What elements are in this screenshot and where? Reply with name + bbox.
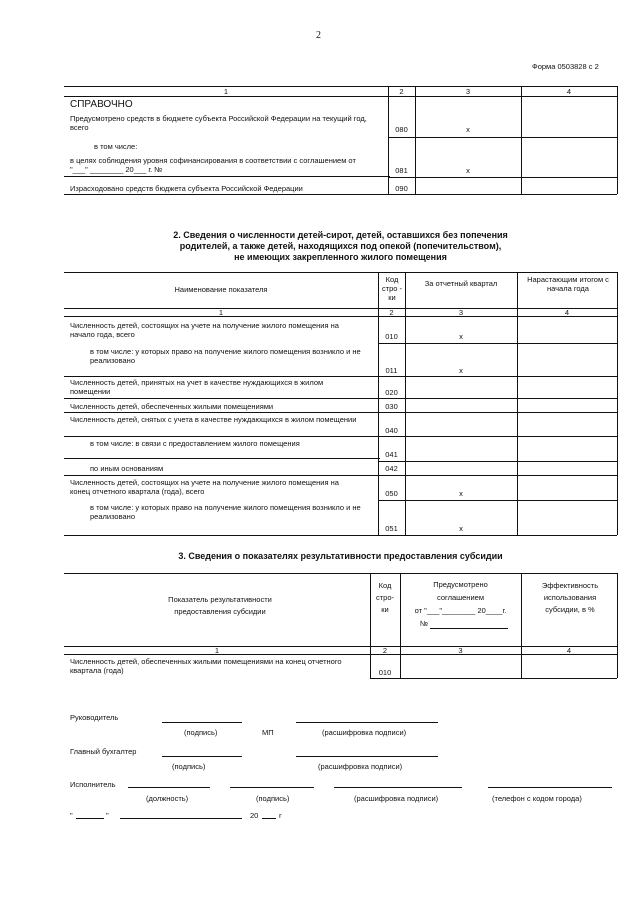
t2-col-3: 3: [458, 308, 464, 317]
position-caption: (должность): [146, 794, 189, 803]
chief-decoding-caption: (расшифровка подписи): [318, 762, 403, 771]
t2-col-1: 1: [218, 308, 224, 317]
t2-row-030-label: Численность детей, обеспеченных жилыми помещениями: [70, 402, 274, 411]
t2-col-2: 2: [389, 308, 394, 317]
chief-accountant-label: Главный бухгалтер: [70, 747, 137, 756]
t2-row-020-code: 020: [385, 388, 398, 397]
t2-row-010-code: 010: [385, 332, 398, 341]
chief-signature-caption: (подпись): [172, 762, 206, 771]
date-g: г: [279, 811, 282, 820]
head-decoding-caption: (расшифровка подписи): [322, 728, 407, 737]
t3-header-planned-2: соглашением: [437, 593, 484, 602]
t1-row-081-mark: x: [466, 166, 470, 175]
t2-row-051-label: в том числе: у которых право на получение жилого помещения возникло и не реализовано: [90, 503, 361, 521]
t2-row-050-mark: x: [459, 489, 463, 498]
executor-label: Исполнитель: [70, 780, 116, 789]
t2-row-010-mark: x: [459, 332, 463, 341]
form-label: Форма 0503828 с 2: [532, 62, 599, 71]
t3-header-planned-4: №: [420, 619, 429, 628]
t1-row-080-label: Предусмотрено средств в бюджете субъекта Российской Федерации на текущий год, всего: [70, 114, 367, 132]
section3-title: 3. Сведения о показателях результативности предоставления субсидии: [178, 551, 503, 561]
t1-row-081-label: в целях соблюдения уровня софинансирования в соответствии с соглашением от "___" ________ 20___ г. №: [70, 156, 356, 174]
t2-row-050-label: Численность детей, состоящих на учете на получение жилого помещения на конец отчетного квартала (года), всего: [70, 478, 339, 496]
t1-row-080-code: 080: [395, 125, 408, 134]
executor-signature-caption: (подпись): [256, 794, 290, 803]
t3-header-code: Код стро- ки: [375, 581, 395, 614]
mp-label: МП: [262, 728, 274, 737]
t1-row-090-code: 090: [395, 184, 408, 193]
t3-row-010-label: Численность детей, обеспеченных жилыми помещениями на конец отчетного квартала (года): [70, 657, 342, 675]
t1-col-3: 3: [465, 87, 471, 96]
date-quote-open: ": [70, 811, 73, 820]
t2-row-030-code: 030: [385, 402, 398, 411]
reference-heading: СПРАВОЧНО: [70, 99, 133, 110]
t2-row-010-label: Численность детей, состоящих на учете на получение жилого помещения на начало года, всего: [70, 321, 339, 339]
t2-row-051-mark: x: [459, 524, 463, 533]
t2-header-code: Код стро - ки: [381, 275, 403, 302]
t1-row-090-label: Израсходовано средств бюджета субъекта Российской Федерации: [70, 184, 303, 193]
t2-header-cumulative: Нарастающим итогом с начала года: [527, 275, 609, 293]
t3-row-010-code: 010: [378, 668, 392, 677]
t2-row-050-code: 050: [385, 489, 398, 498]
section2-title-3: не имеющих закрепленного жилого помещения: [234, 252, 447, 262]
t2-row-040-label: Численность детей, снятых с учета в качестве нуждающихся в жилом помещении: [70, 415, 357, 424]
t3-header-planned-3: от "___"________ 20____г.: [414, 606, 507, 615]
t2-row-040-code: 040: [385, 426, 398, 435]
date-year: 20: [250, 811, 259, 820]
t1-col-2: 2: [399, 87, 404, 96]
executor-decoding-caption: (расшифровка подписи): [354, 794, 439, 803]
head-signature-caption: (подпись): [184, 728, 218, 737]
t2-header-name: Наименование показателя: [174, 285, 268, 294]
t3-header-planned-1: Предусмотрено: [433, 580, 488, 589]
t3-col-3: 3: [458, 646, 463, 655]
t2-col-4: 4: [564, 308, 570, 317]
t2-row-051-code: 051: [385, 524, 398, 533]
t2-row-041-code: 041: [385, 450, 398, 459]
t2-row-042-code: 042: [385, 464, 398, 473]
t1-row-081-code: 081: [395, 166, 408, 175]
t1-col-4: 4: [566, 87, 572, 96]
t1-in-that-number: в том числе:: [94, 142, 138, 151]
t2-row-042-label: по иным основаниям: [90, 464, 164, 473]
t2-row-011-label: в том числе: у которых право на получение жилого помещения возникло и не реализовано: [90, 347, 361, 365]
t2-row-011-code: 011: [385, 366, 398, 375]
t3-col-4: 4: [566, 646, 572, 655]
page-number: 2: [316, 30, 321, 41]
t3-header-indicator: Показатель результативности предоставления субсидии: [168, 595, 272, 616]
phone-caption: (телефон с кодом города): [492, 794, 582, 803]
section2-title-1: 2. Сведения о численности детей-сирот, детей, оставшихся без попечения: [173, 230, 508, 240]
t2-header-period: За отчетный квартал: [424, 279, 498, 288]
section2-title-2: родителей, а также детей, находящихся под опекой (попечительством),: [179, 241, 502, 251]
t3-col-1: 1: [214, 646, 220, 655]
t2-row-020-label: Численность детей, принятых на учет в качестве нуждающихся в жилом помещении: [70, 378, 324, 396]
t1-col-1: 1: [223, 87, 229, 96]
t1-row-080-mark: x: [466, 125, 470, 134]
head-label: Руководитель: [70, 713, 119, 722]
t3-header-efficiency: Эффективность использования субсидии, в %: [541, 581, 599, 614]
t2-row-011-mark: x: [459, 366, 463, 375]
date-quote-close: ": [106, 811, 109, 820]
t3-col-2: 2: [382, 646, 388, 655]
t2-row-041-label: в том числе: в связи с предоставлением жилого помещения: [90, 439, 300, 448]
